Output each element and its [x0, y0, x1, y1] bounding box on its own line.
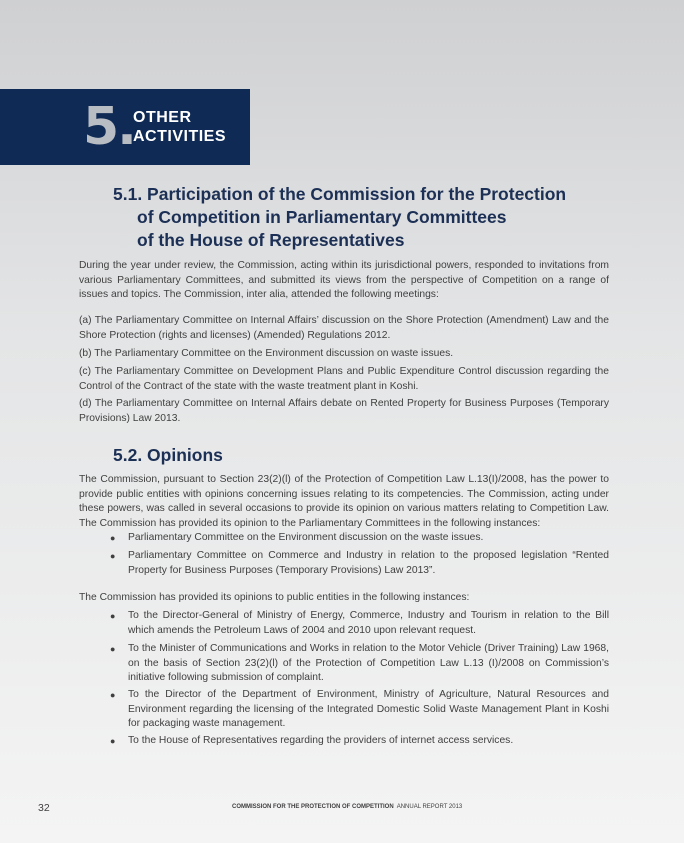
- public-bullet-4: To the House of Representatives regarding the providers of internet access services.: [128, 735, 514, 746]
- section1-heading-line3: of the House of Representatives: [137, 230, 405, 250]
- footer-org: COMMISSION FOR THE PROTECTION OF COMPETITION: [232, 804, 394, 810]
- bullet-icon: ●: [110, 690, 116, 700]
- chapter-number: 5.: [83, 97, 135, 157]
- section2-heading: 5.2. Opinions: [113, 445, 223, 465]
- committee-bullet-2: Parliamentary Committee on Commerce and Industry in relation to the proposed legislation “Rented Property for Business Purposes (Temporary Provisions) Law 2013”.: [128, 550, 609, 576]
- bullet-icon: ●: [110, 611, 116, 621]
- bullet-icon: ●: [110, 644, 116, 654]
- public-bullet-2: To the Minister of Communications and Works in relation to the Motor Vehicle (Driver Training) Law 1968, on the basis of Section 23(2)(l) of the Protection of Competition Law L.13 (I)/2008 on Commission’s initiative following submission of complaint.: [128, 643, 609, 683]
- bullet-icon: ●: [110, 551, 116, 561]
- footer-report: ANNUAL REPORT 2013: [396, 804, 463, 810]
- chapter-banner: [0, 89, 250, 165]
- section1-intro: During the year under review, the Commission, acting within its jurisdictional powers, responded to invitations from various Parliamentary Committees, and submitted its views from the perspective of Competition on a range of issues and topics. The Commission, inter alia, attended the following meetings:: [79, 260, 609, 300]
- public-bullet-3: To the Director of the Department of Environment, Ministry of Agriculture, Natural Resources and Environment regarding the licensing of the Integrated Domestic Solid Waste Management Plant in Koshi for packaging waste management.: [128, 689, 609, 729]
- section1-item-c: (c) The Parliamentary Committee on Development Plans and Public Expenditure Control discussion regarding the Control of the Contract of the state with the waste treatment plant in Koshi.: [79, 366, 609, 392]
- section1-heading-line1: 5.1. Participation of the Commission for the Protection: [113, 184, 567, 204]
- section1-item-a: (a) The Parliamentary Committee on Internal Affairs’ discussion on the Shore Protection (Amendment) Law and the Shore Protection (rights and licenses) (Amended) Regulations 2012.: [79, 315, 609, 341]
- page-number: 32: [38, 802, 50, 814]
- bullet-icon: ●: [110, 533, 116, 543]
- section2-intro: The Commission, pursuant to Section 23(2)(l) of the Protection of Competition Law L.13(I)/2008, has the power to provide public entities with opinions concerning issues relating to its competencies. The Commission, acting under these powers, was called in several occasions to provide its opinion on various matters relating to Competition Law. The Commission has provided its opinion to the Parliamentary Committees in the following instances:: [79, 474, 609, 529]
- chapter-title-line1: OTHER: [133, 109, 192, 126]
- bullet-icon: ●: [110, 736, 116, 746]
- section1-heading-line2: of Competition in Parliamentary Committees: [137, 207, 507, 227]
- section2-public-intro: The Commission has provided its opinions to public entities in the following instances:: [79, 592, 470, 603]
- footer-title: [232, 804, 462, 810]
- public-bullet-1: To the Director-General of Ministry of Energy, Commerce, Industry and Tourism in relation to the Bill which amends the Petroleum Laws of 2004 and 2010 upon relevant request.: [128, 610, 609, 636]
- committee-bullet-1: Parliamentary Committee on the Environment discussion on the waste issues.: [128, 532, 484, 543]
- section1-item-d: (d) The Parliamentary Committee on Internal Affairs debate on Rented Property for Business Purposes (Temporary Provisions) Law 2013.: [79, 398, 609, 424]
- chapter-title-line2: ACTIVITIES: [133, 128, 227, 145]
- section1-item-b: (b) The Parliamentary Committee on the Environment discussion on waste issues.: [79, 348, 454, 359]
